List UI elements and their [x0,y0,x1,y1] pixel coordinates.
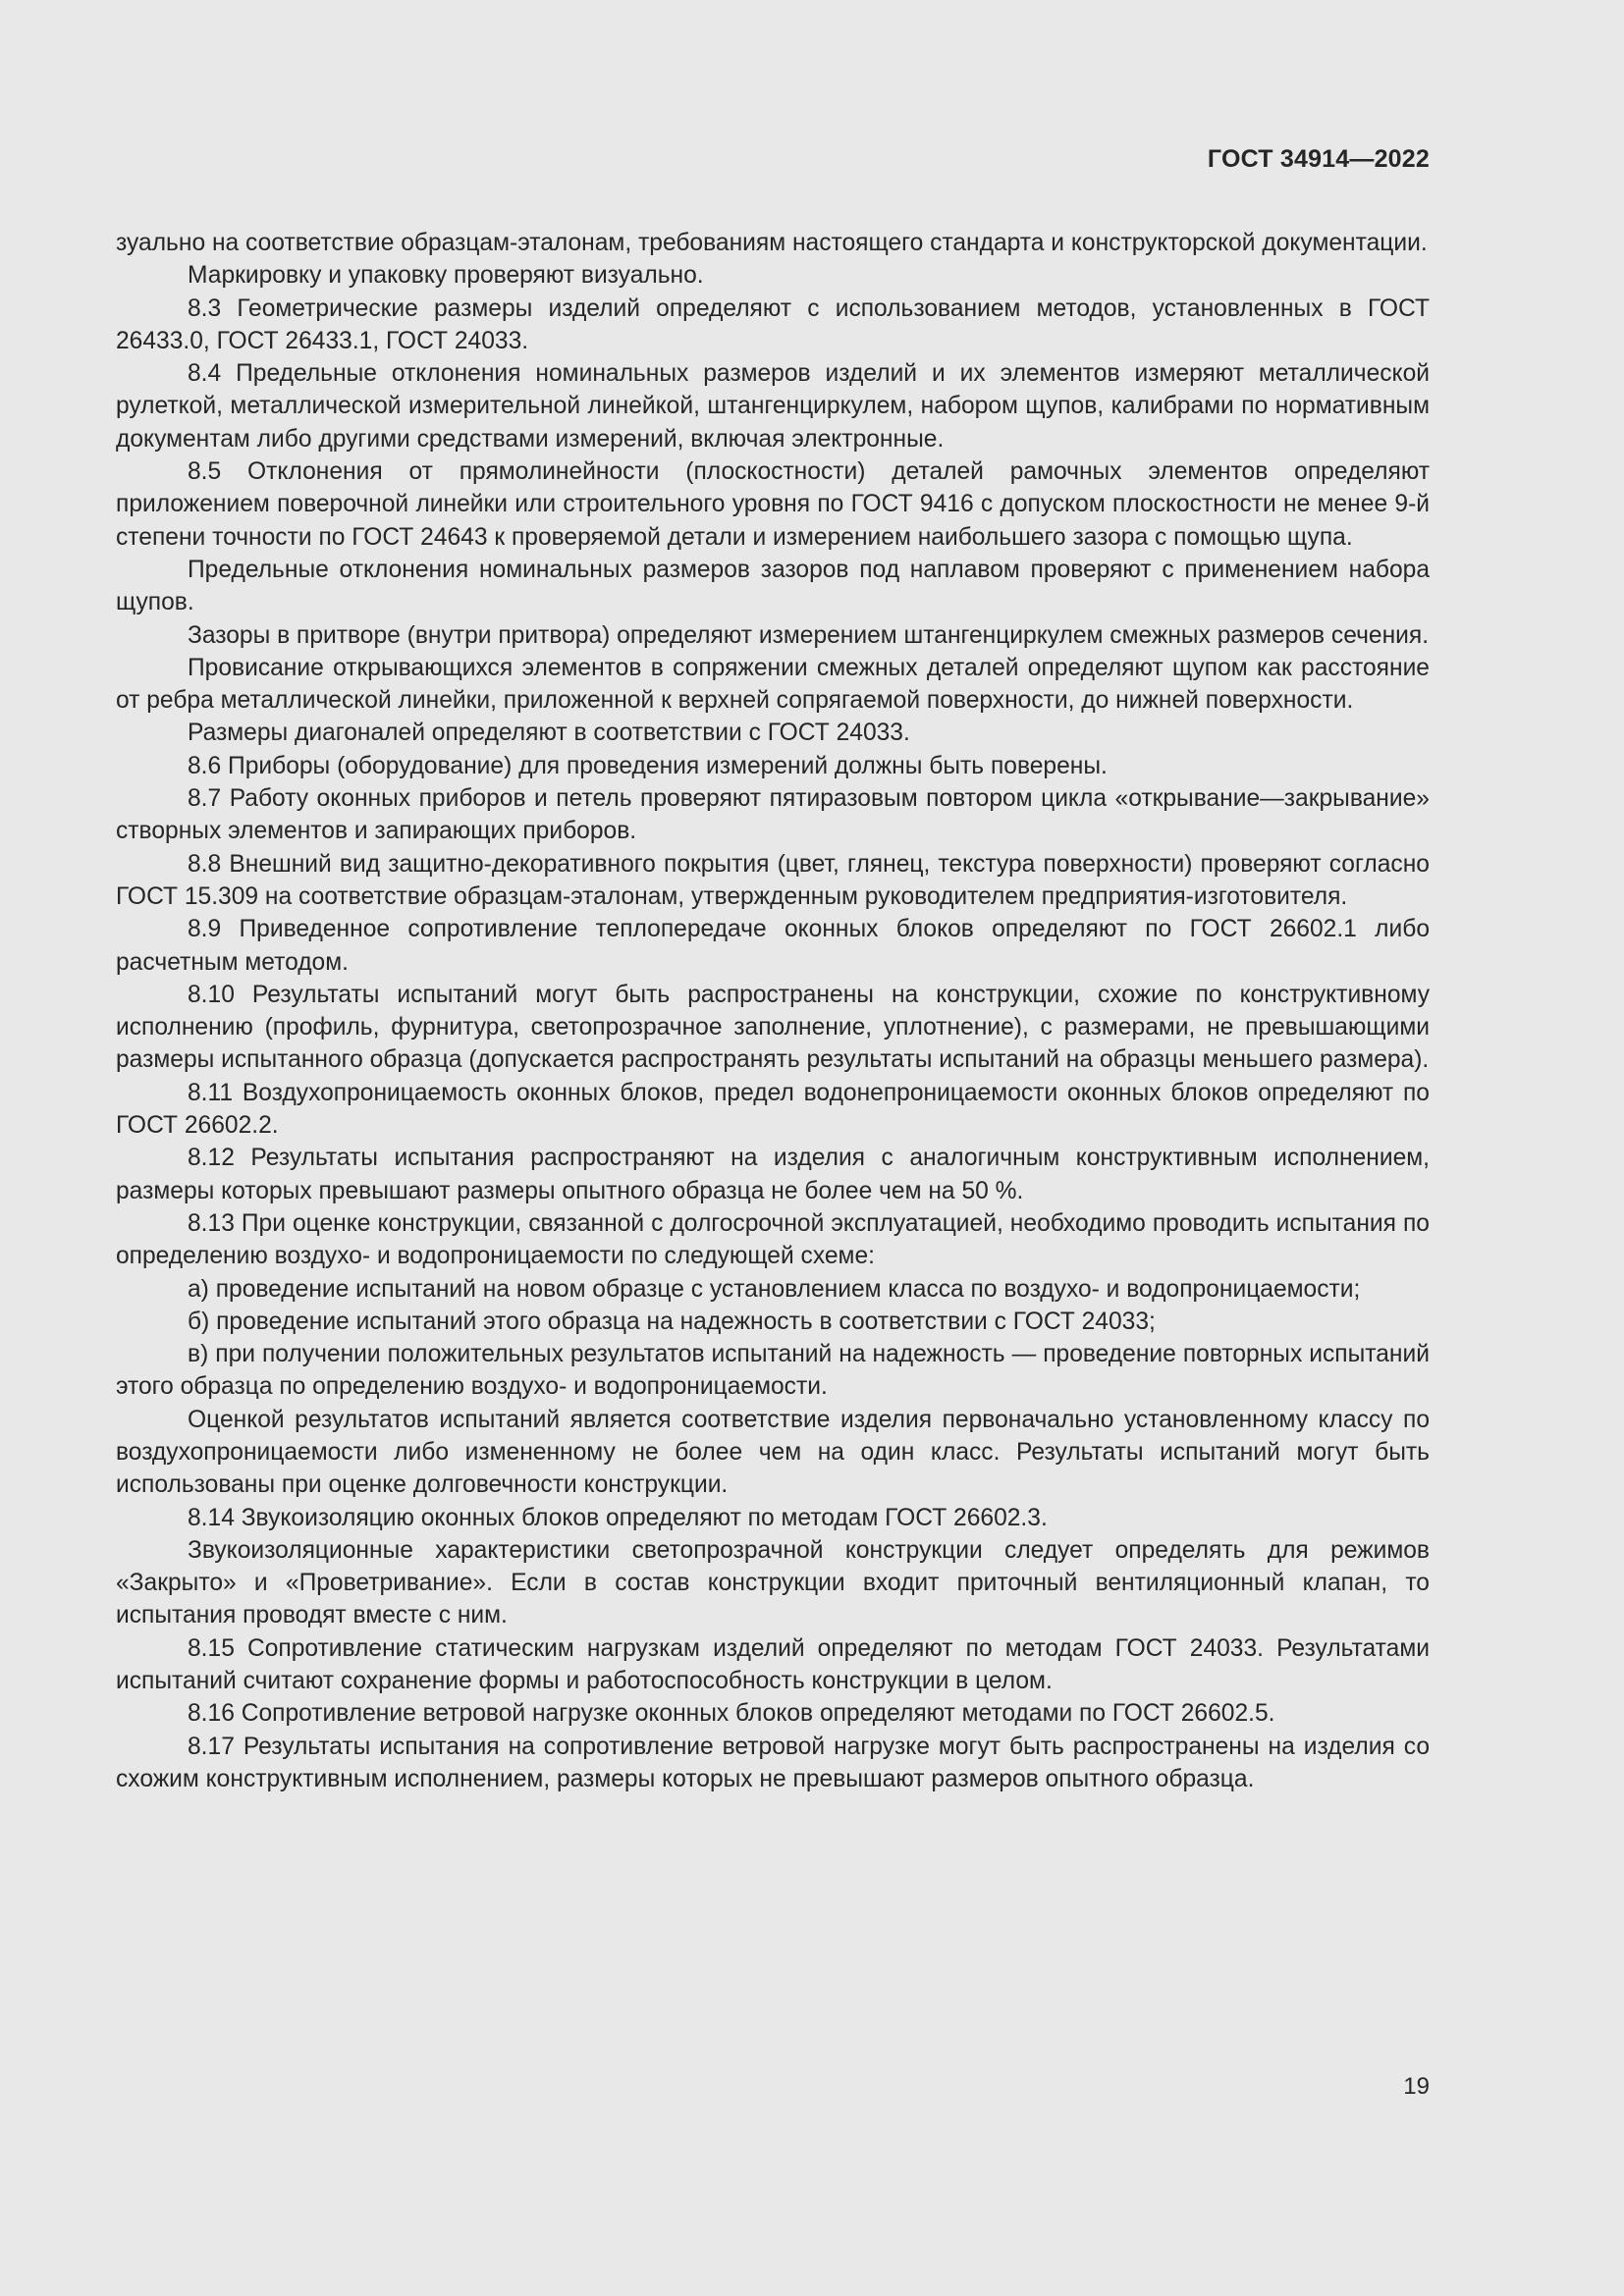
page-number: 19 [1403,2073,1430,2100]
paragraph: 8.16 Сопротивление ветровой нагрузке оконных блоков определяют методами по ГОСТ 26602.5. [188,1700,1275,1728]
paragraph: 8.10 Результаты испытаний могут быть распространены на конструкции, схожие по конструктивному исполнению (профиль, фурнитура, светопрозрачное заполнение, уплотнение), с размерами, не превышающими размеры испытанного образца (допускается распространять результаты испытаний на образцы меньшего размера). [116,981,1430,1074]
paragraph: 8.7 Работу оконных приборов и петель проверяют пятиразовым повтором цикла «открывание—закрывание» створных элементов и запирающих приборов. [116,785,1430,845]
paragraph: 8.9 Приведенное сопротивление теплопередаче оконных блоков определяют по ГОСТ 26602.1 либо расчетным методом. [116,916,1430,976]
paragraph: а) проведение испытаний на новом образце с установлением класса по воздухо- и водопроницаемости; [188,1275,1361,1303]
paragraph: 8.3 Геометрические размеры изделий определяют с использованием методов, установленных в ГОСТ 26433.0, ГОСТ 26433.1, ГОСТ 24033. [116,294,1430,354]
paragraph: 8.13 При оценке конструкции, связанной с долгосрочной эксплуатацией, необходимо проводить испытания по определению воздухо- и водопроницаемости по следующей схеме: [116,1209,1430,1270]
paragraph: 8.6 Приборы (оборудование) для проведения измерений должны быть поверены. [188,752,1108,779]
paragraph: Зазоры в притворе (внутри притвора) определяют измерением штангенциркулем смежных размеров сечения. [188,621,1430,649]
paragraph: Оценкой результатов испытаний является соответствие изделия первоначально установленному классу по воздухопроницаемости либо измененному не более чем на один класс. Результаты испытаний могут быть использованы при оценке долговечности конструкции. [116,1406,1430,1499]
paragraph: Предельные отклонения номинальных размеров зазоров под наплавом проверяют с применением набора щупов. [116,556,1430,616]
paragraph: Провисание открывающихся элементов в сопряжении смежных деталей определяют щупом как расстояние от ребра металлической линейки, приложенной к верхней сопрягаемой поверхности, до нижней поверхности. [116,654,1430,715]
paragraph: 8.4 Предельные отклонения номинальных размеров изделий и их элементов измеряют металлической рулеткой, металлической измерительной линейкой, штангенциркулем, набором щупов, калибрами по нормативным документам либо другими средствами измерений, включая электронные. [116,360,1430,453]
paragraph: 8.8 Внешний вид защитно-декоративного покрытия (цвет, глянец, текстура поверхности) проверяют согласно ГОСТ 15.309 на соответствие образцам-эталонам, утвержденным руководителем предприятия-изготовителя. [116,850,1430,910]
document-body [116,227,1430,1795]
paragraph: Размеры диагоналей определяют в соответствии с ГОСТ 24033. [188,720,910,747]
paragraph: 8.12 Результаты испытания распространяют на изделия с аналогичным конструктивным исполнением, размеры которых превышают размеры опытного образца не более чем на 50 %. [116,1145,1430,1204]
document-header: ГОСТ 34914—2022 [1207,145,1430,173]
paragraph: 8.15 Сопротивление статическим нагрузкам изделий определяют по методам ГОСТ 24033. Результатами испытаний считают сохранение формы и работоспособность конструкции в целом. [116,1634,1430,1695]
paragraph: в) при получении положительных результатов испытаний на надежность — проведение повторных испытаний этого образца по определению воздухо- и водопроницаемости. [116,1341,1430,1401]
paragraph: б) проведение испытаний этого образца на надежность в соответствии с ГОСТ 24033; [188,1308,1156,1335]
paragraph: зуально на соответствие образцам-эталонам, требованиям настоящего стандарта и конструкторской документации. [116,230,1428,256]
paragraph: Маркировку и упаковку проверяют визуально. [188,262,704,290]
paragraph: 8.11 Воздухопроницаемость оконных блоков, предел водонепроницаемости оконных блоков определяют по ГОСТ 26602.2. [116,1079,1430,1140]
paragraph: Звукоизоляционные характеристики светопрозрачной конструкции следует определять для режимов «Закрыто» и «Проветривание». Если в состав конструкции входит приточный вентиляционный клапан, то испытания проводят вместе с ним. [116,1536,1430,1629]
paragraph: 8.14 Звукоизоляцию оконных блоков определяют по методам ГОСТ 26602.3. [188,1504,1048,1531]
paragraph: 8.5 Отклонения от прямолинейности (плоскостности) деталей рамочных элементов определяют приложением поверочной линейки или строительного уровня по ГОСТ 9416 с допуском плоскостности не менее 9-й степени точности по ГОСТ 24643 к проверяемой детали и измерением наибольшего зазора с помощью щупа. [116,458,1430,551]
paragraph: 8.17 Результаты испытания на сопротивление ветровой нагрузке могут быть распространены на изделия со схожим конструктивным исполнением, размеры которых не превышают размеров опытного образца. [116,1733,1430,1792]
